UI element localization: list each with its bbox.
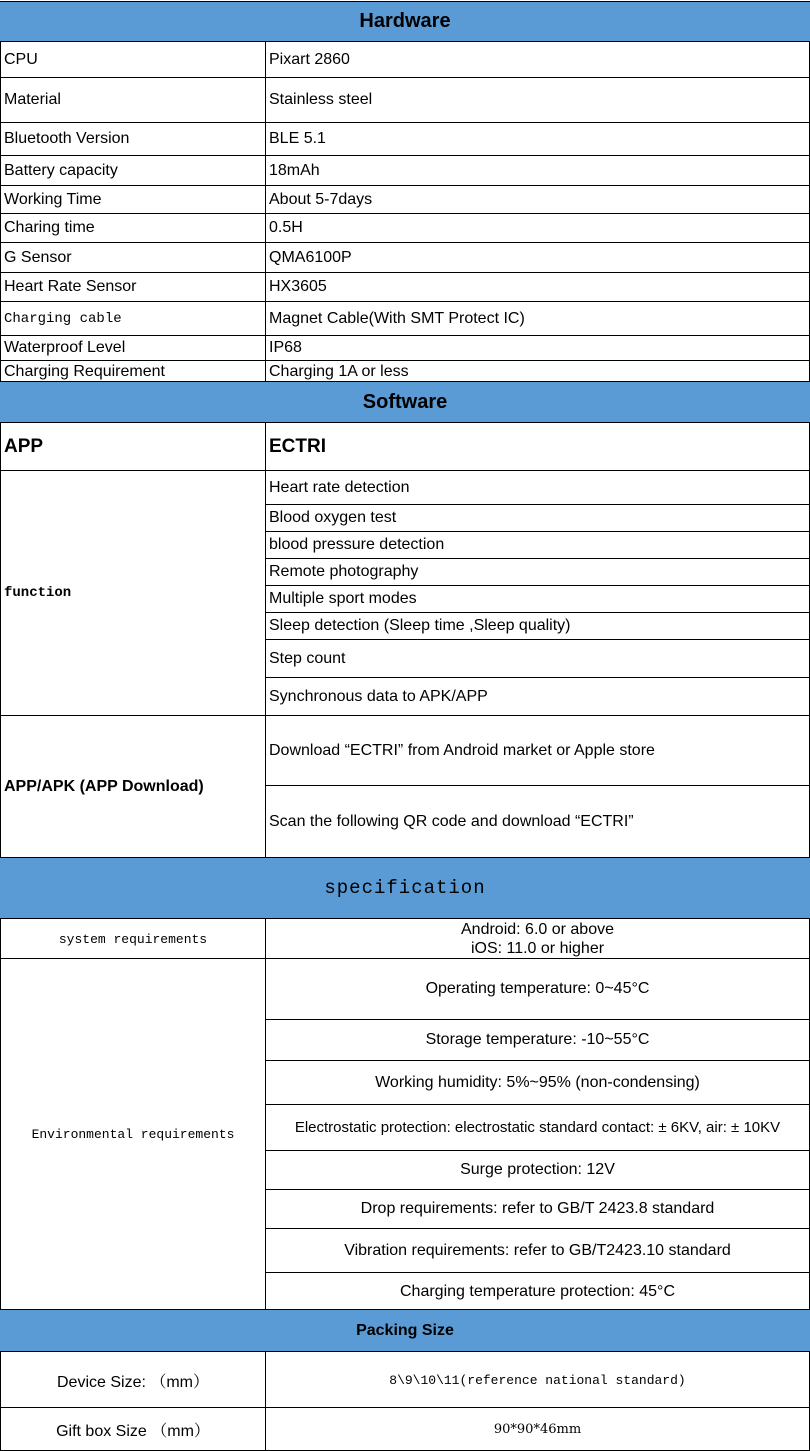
environmental-requirements-label: Environmental requirements xyxy=(31,1127,235,1142)
function-item: Blood oxygen test xyxy=(269,509,397,526)
function-item: Step count xyxy=(269,649,346,667)
env-item: Working humidity: 5%~95% (non-condensing) xyxy=(375,1073,700,1091)
specification-title: specification xyxy=(324,877,486,899)
spec-label: Bluetooth Version xyxy=(4,130,130,147)
spec-value: Stainless steel xyxy=(269,91,373,108)
function-item: blood pressure detection xyxy=(269,536,445,553)
env-item: Storage temperature: -10~55°C xyxy=(425,1031,650,1048)
spec-value: Charging 1A or less xyxy=(269,362,409,380)
spec-value: Pixart 2860 xyxy=(269,51,350,68)
spec-label: Battery capacity xyxy=(4,161,118,179)
env-item: Electrostatic protection: electrostatic standard contact: ± 6KV, air: ± 10KV xyxy=(294,1119,781,1136)
software-header xyxy=(0,381,810,423)
spec-label: Waterproof Level xyxy=(4,339,126,356)
specification-header xyxy=(0,857,810,919)
spec-label: Charing time xyxy=(4,219,95,236)
function-item: Multiple sport modes xyxy=(269,590,417,607)
function-item: Synchronous data to APK/APP xyxy=(269,687,488,705)
function-item: Sleep detection (Sleep time ,Sleep quality) xyxy=(269,617,571,634)
software-title: Software xyxy=(362,390,448,413)
spec-value: Magnet Cable(With SMT Protect IC) xyxy=(269,309,525,327)
download-item: Download “ECTRI” from Android market or Apple store xyxy=(269,741,655,759)
system-requirements-value xyxy=(266,920,809,958)
hardware-header xyxy=(0,1,810,42)
device-size-label: Device Size: （mm） xyxy=(56,1373,210,1391)
giftbox-size-value: 90*90*46mm xyxy=(493,1421,582,1437)
spec-label: Charging Requirement xyxy=(4,362,165,380)
spec-value: QMA6100P xyxy=(269,248,352,266)
system-ios: iOS: 11.0 or higher xyxy=(470,940,605,957)
app-value: ECTRI xyxy=(269,436,326,457)
env-item: Operating temperature: 0~45°C xyxy=(425,980,650,997)
system-android: Android: 6.0 or above xyxy=(461,921,614,938)
spec-value: IP68 xyxy=(269,339,302,356)
packing-title: Packing Size xyxy=(356,1321,454,1339)
spec-value: BLE 5.1 xyxy=(269,130,326,147)
spec-value: About 5-7days xyxy=(269,190,373,208)
app-label: APP xyxy=(4,436,44,457)
function-label: function xyxy=(4,585,72,601)
system-requirements-label: system requirements xyxy=(58,931,208,947)
env-item: Drop requirements: refer to GB/T 2423.8 standard xyxy=(360,1200,715,1217)
function-item: Remote photography xyxy=(269,563,419,580)
download-item: Scan the following QR code and download “ECTRI” xyxy=(269,812,634,830)
spec-value: 0.5H xyxy=(269,219,303,236)
env-item: Vibration requirements: refer to GB/T2423.10 standard xyxy=(344,1241,731,1259)
spec-label: CPU xyxy=(4,51,38,68)
env-item: Charging temperature protection: 45°C xyxy=(400,1282,675,1300)
spec-label: Working Time xyxy=(4,190,102,208)
spec-label: Heart Rate Sensor xyxy=(4,278,137,295)
spec-value: 18mAh xyxy=(269,161,320,179)
giftbox-size-label: Gift box Size （mm） xyxy=(56,1422,210,1440)
hardware-title: Hardware xyxy=(359,10,451,32)
spec-value: HX3605 xyxy=(269,278,327,295)
spec-label: Charging cable xyxy=(4,310,122,327)
function-item: Heart rate detection xyxy=(269,478,410,496)
download-label: APP/APK (APP Download) xyxy=(4,777,204,795)
packing-header xyxy=(0,1309,810,1352)
spec-label: G Sensor xyxy=(4,248,72,266)
env-item: Surge protection: 12V xyxy=(460,1161,615,1178)
spec-label: Material xyxy=(4,91,61,108)
device-size-value: 8\9\10\11(reference national standard) xyxy=(389,1372,686,1388)
